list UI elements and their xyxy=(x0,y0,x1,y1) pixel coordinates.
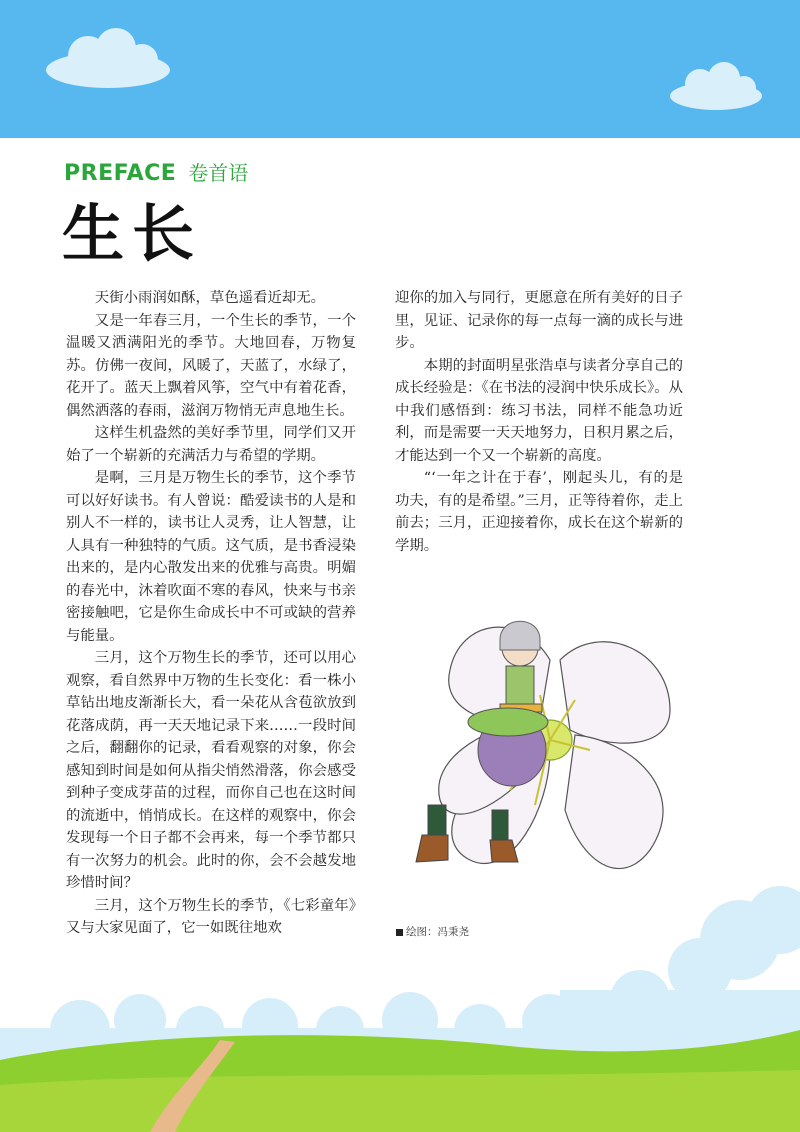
paragraph: 这样生机盎然的美好季节里，同学们又开始了一个崭新的充满活力与希望的学期。 xyxy=(66,425,356,464)
paragraph: 三月，这个万物生长的季节，《七彩童年》又与大家见面了，它一如既往地欢 xyxy=(66,897,356,936)
paragraph: 天街小雨润如酥，草色遥看近却无。 xyxy=(94,290,326,306)
flower xyxy=(439,627,670,868)
cloud-left xyxy=(44,26,174,90)
caption-text: 绘图：冯秉尧 xyxy=(406,926,469,938)
paragraph: 三月，这个万物生长的季节，还可以用心观察，看自然界中万物的生长变化：看一株小草钻出地皮渐渐长大，看一朵花从含苞欲放到花落成荫，再一天天地记录下来……一段时间之后，翻翻你的记录，看看观察的对象，你会感知到时间是如何从指尖悄然滑落，你会感受到种子变成芽苗的过程，而你自己也在这时间的流逝中，悄悄成长。在这样的观察中，你会发现每一个日子都不会再来，每一个季节都只有一次努力的机会。此时的你，会不会越发地珍惜时间？ xyxy=(66,650,356,891)
right-column xyxy=(395,287,683,557)
paragraph: “‘一年之计在于春’，刚起头儿，有的是功夫，有的是希望。”三月，正等待着你，走上前去；三月，正迎接着你，成长在这个崭新的学期。 xyxy=(395,470,683,554)
paragraph: 是啊，三月是万物生长的季节，这个季节可以好好读书。有人曾说：酷爱读书的人是和别人不一样的，读书让人灵秀，让人智慧，让人具有一种独特的气质。这气质，是书香浸染出来的，是内心散发出来的优雅与高贵。明媚的春光中，沐着吹面不寒的春风，快来与书亲密接触吧，它是你生命成长中不可或缺的营养与能量。 xyxy=(66,470,356,644)
fairy-flower-illustration xyxy=(400,600,700,900)
paragraph: 又是一年春三月，一个生长的季节，一个温暖又洒满阳光的季节。大地回春，万物复苏。仿佛一夜间，风暖了，天蓝了，水绿了，花开了。蓝天上飘着风筝，空气中有着花香，偶然洒落的春雨，滋润万物悄无声息地生长。 xyxy=(66,312,356,419)
section-label xyxy=(64,157,248,191)
preface-label: PREFACE xyxy=(64,161,177,186)
paragraph: 迎你的加入与同行，更愿意在所有美好的日子里，见证、记录你的每一点每一滴的成长与进步。 xyxy=(395,290,683,351)
page-title: 生长 xyxy=(62,197,203,270)
preface-label-cn: 卷首语 xyxy=(188,161,249,185)
cloud-right xyxy=(668,60,764,112)
left-column xyxy=(66,287,356,940)
ground-landscape xyxy=(0,880,800,1132)
paragraph: 本期的封面明星张浩卓与读者分享自己的成长经验是：《在书法的浸润中快乐成长》。从中我们感悟到：练习书法，同样不能急功近利，而是需要一天天地努力，日积月累之后，才能达到一个又一个崭新的高度。 xyxy=(395,357,683,464)
